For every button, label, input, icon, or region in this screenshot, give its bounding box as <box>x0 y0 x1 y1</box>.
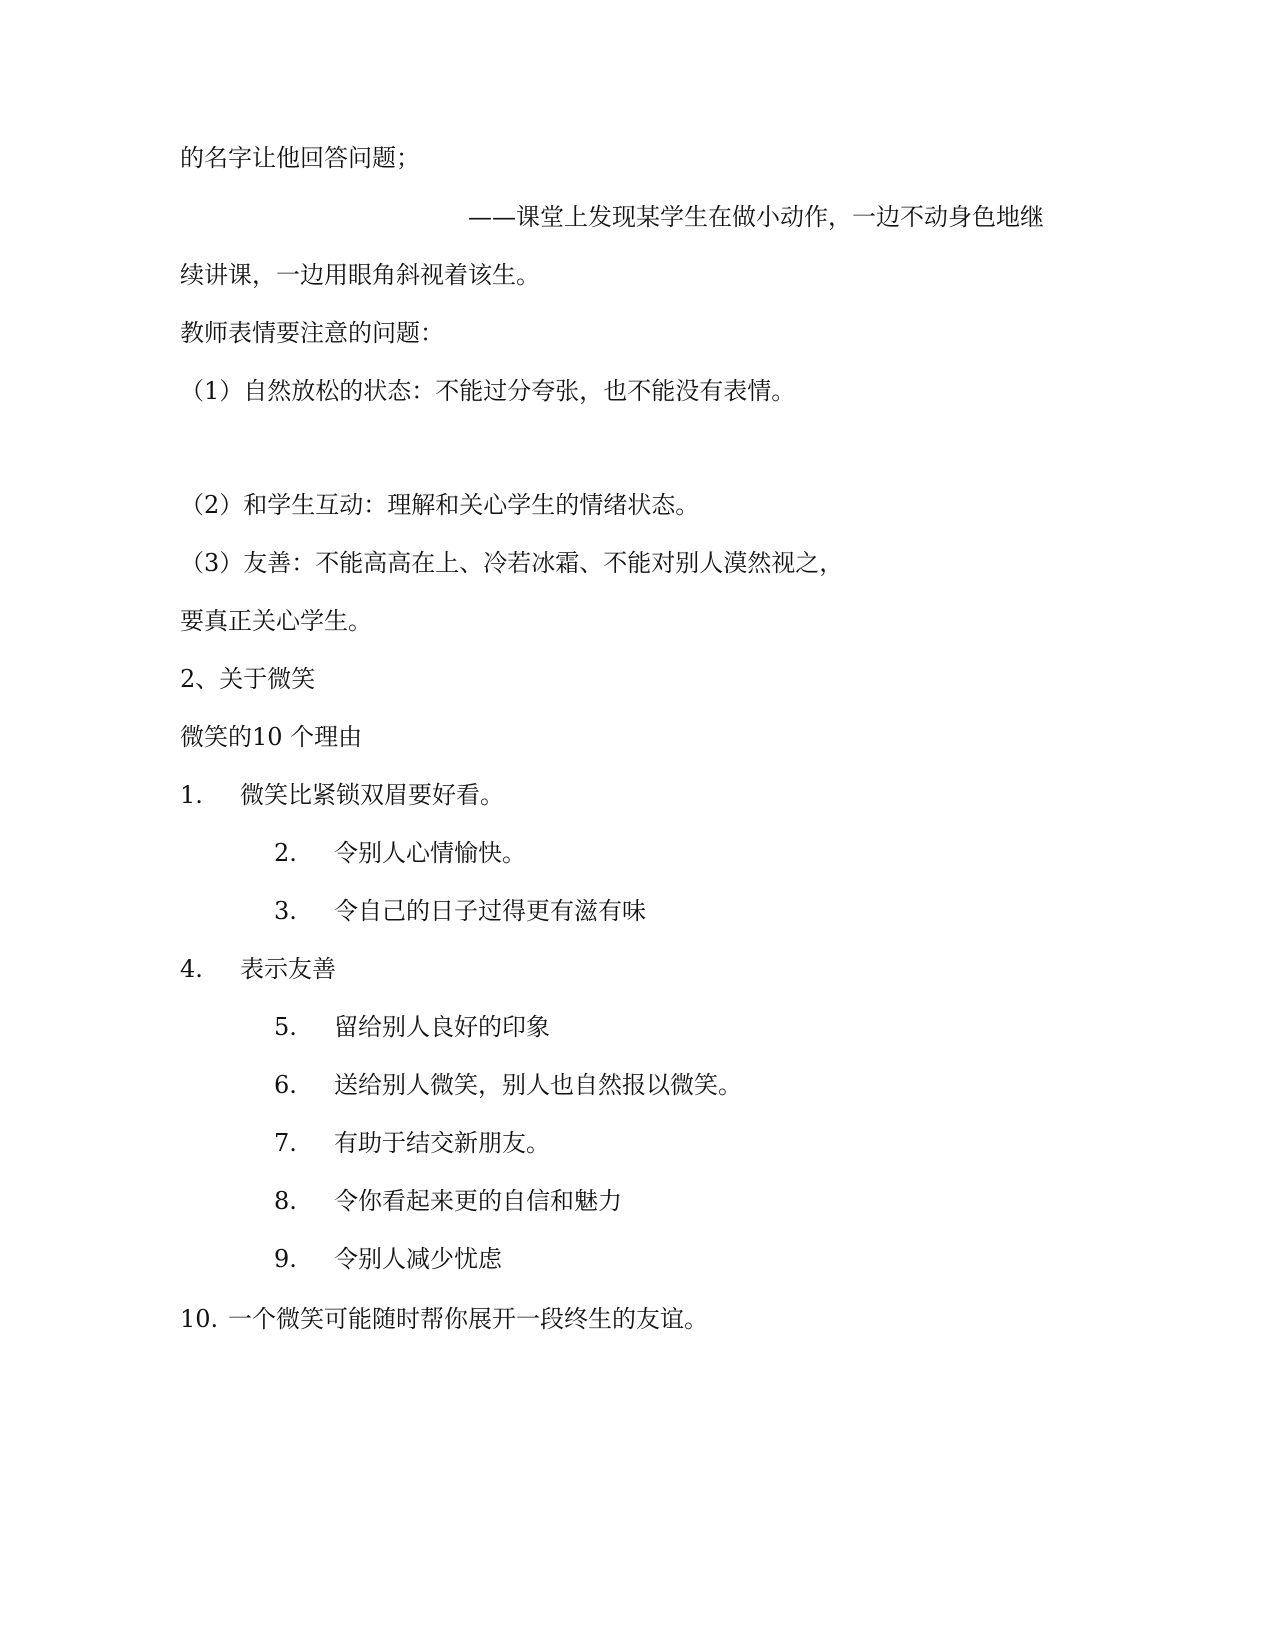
list-item-number: 10. <box>180 1305 219 1333</box>
list-item <box>274 1070 742 1100</box>
list-item-number: 8. <box>274 1187 297 1215</box>
list-item-number: 7. <box>274 1129 297 1157</box>
list-item-text: 送给别人微笑，别人也自然报以微笑。 <box>334 1071 742 1099</box>
text-line: ——课堂上发现某学生在做小动作，一边不动身色地继 <box>468 203 1044 231</box>
text-line: 要真正关心学生。 <box>180 607 372 635</box>
list-item-text: 令你看起来更的自信和魅力 <box>334 1187 622 1215</box>
list-item <box>180 780 504 810</box>
list-item-number: 4. <box>180 955 203 983</box>
section-heading: 2、关于微笑 <box>180 665 316 693</box>
list-item <box>274 838 526 868</box>
list-title: 微笑的10 个理由 <box>180 723 363 751</box>
list-item <box>274 1186 622 1216</box>
text-line: （3）友善：不能高高在上、冷若冰霜、不能对别人漠然视之， <box>180 549 844 577</box>
list-item-number: 5. <box>274 1013 297 1041</box>
list-item-text: 令别人减少忧虑 <box>334 1245 502 1273</box>
list-item-number: 9. <box>274 1245 297 1273</box>
list-item-text: 留给别人良好的印象 <box>334 1013 550 1041</box>
list-item-text: 令自己的日子过得更有滋有味 <box>334 897 646 925</box>
list-item-number: 6. <box>274 1071 297 1099</box>
list-item <box>274 1244 502 1274</box>
list-item-text: 有助于结交新朋友。 <box>334 1129 550 1157</box>
list-item <box>274 1012 550 1042</box>
text-line: 教师表情要注意的问题： <box>180 319 444 347</box>
list-item <box>180 954 336 984</box>
list-item <box>180 1304 708 1334</box>
list-item-text: 一个微笑可能随时帮你展开一段终生的友谊。 <box>228 1305 708 1333</box>
list-item-number: 3. <box>274 897 297 925</box>
list-item-number: 1. <box>180 781 203 809</box>
list-item-text: 表示友善 <box>240 955 336 983</box>
list-item <box>274 896 646 926</box>
list-item-text: 令别人心情愉快。 <box>334 839 526 867</box>
text-line: （1）自然放松的状态：不能过分夸张，也不能没有表情。 <box>180 377 796 405</box>
text-line: 续讲课，一边用眼角斜视着该生。 <box>180 261 540 289</box>
list-item <box>274 1128 550 1158</box>
text-line: 的名字让他回答问题； <box>180 144 420 172</box>
list-item-text: 微笑比紧锁双眉要好看。 <box>240 781 504 809</box>
list-item-number: 2. <box>274 839 297 867</box>
text-line: （2）和学生互动：理解和关心学生的情绪状态。 <box>180 491 700 519</box>
